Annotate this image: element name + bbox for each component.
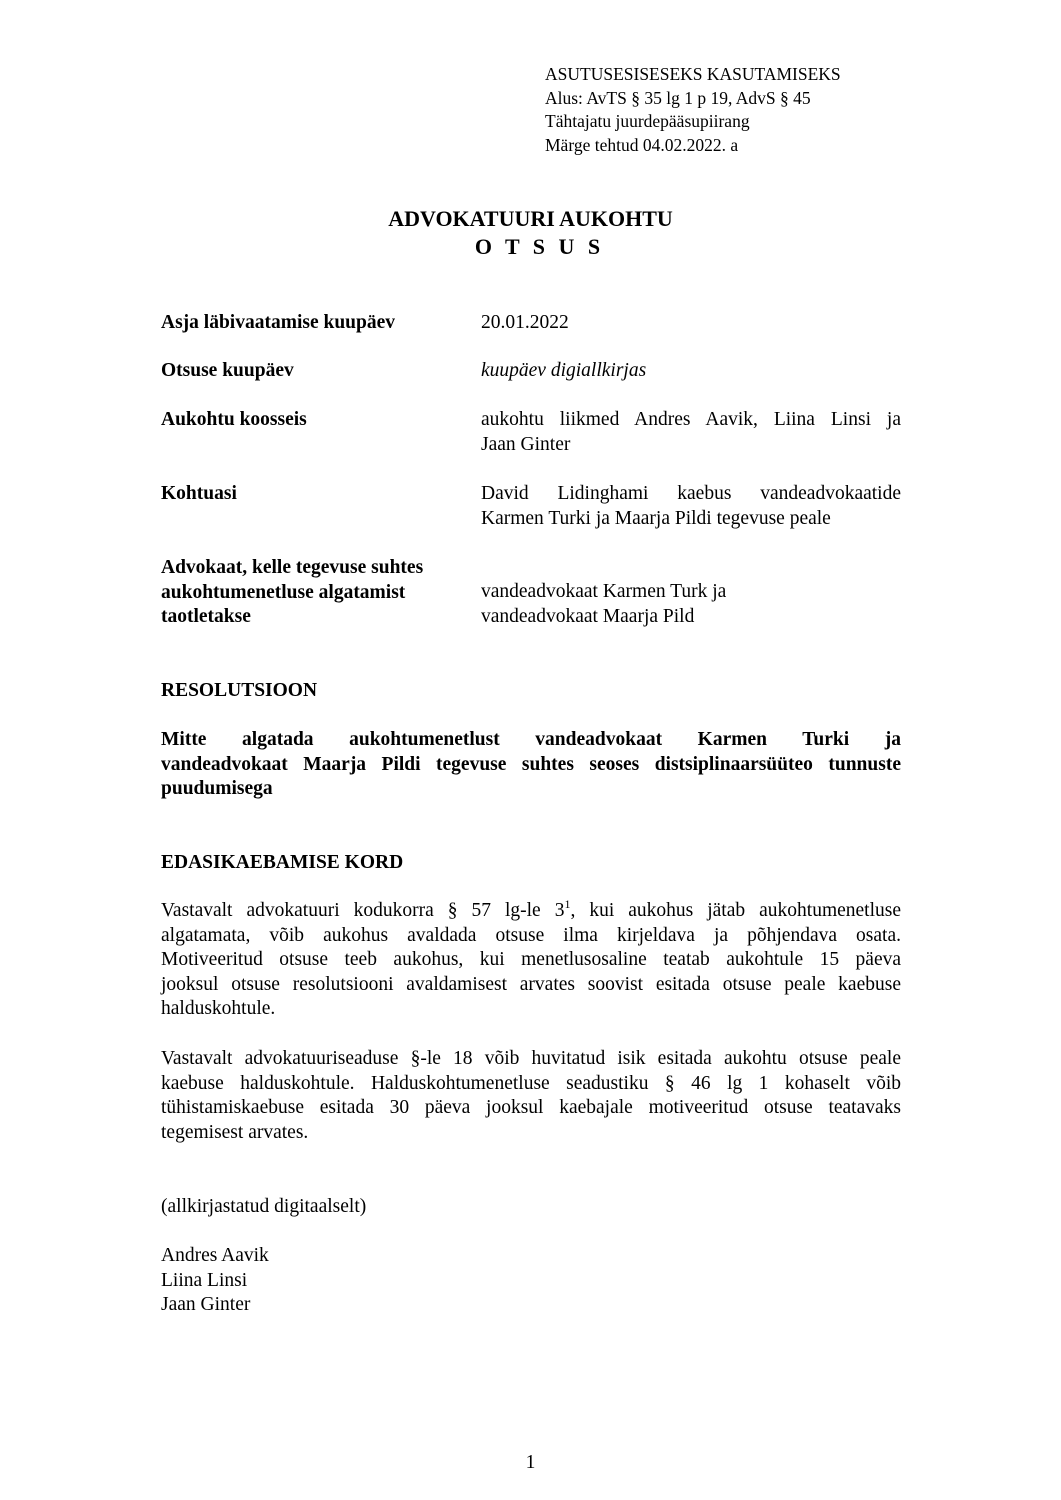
resolution-line: puudumisega	[161, 778, 273, 799]
resolution-heading: RESOLUTSIOON	[161, 680, 318, 701]
appeal-line: Motiveeritud otsuse teeb aukohus, kui menetlusosaline teatab aukohtule 15 päeva	[161, 949, 901, 970]
appeal-line: halduskohtule.	[161, 998, 276, 1019]
appeal-line: kaebuse halduskohtule. Halduskohtumenetluse seadustiku § 46 lg 1 kohaselt võib	[161, 1072, 901, 1094]
info-value: 20.01.2022	[481, 312, 569, 333]
resolution-line: vandeadvokaat Maarja Pildi tegevuse suhtes seoses distsiplinaarsüüteo tunnuste	[161, 753, 901, 775]
info-value-line: David Lidinghami kaebus vandeadvokaatide	[481, 483, 901, 504]
info-label-line: aukohtumenetluse algatamist	[161, 581, 406, 603]
superscript: 1	[564, 896, 571, 911]
restriction-line: ASUTUSESISESEKS KASUTAMISEKS	[545, 64, 841, 84]
signer-name: Jaan Ginter	[161, 1294, 251, 1315]
info-label: Otsuse kuupäev	[161, 360, 294, 381]
resolution-text	[161, 728, 901, 802]
restriction-line: Alus: AvTS § 35 lg 1 p 19, AdvS § 45	[545, 87, 811, 108]
restriction-line: Märge tehtud 04.02.2022. a	[545, 134, 739, 155]
appeal-line-part: , kui aukohus jätab aukohtumenetluse	[570, 900, 902, 921]
info-value-line: Karmen Turki ja Maarja Pildi tegevuse peale	[481, 507, 831, 529]
info-value	[481, 580, 901, 629]
info-value-line: Jaan Ginter	[481, 433, 571, 455]
appeal-line: tühistamiskaebuse esitada 30 päeva jooksul kaebajale motiveeritud otsuse teatavaks	[161, 1097, 901, 1118]
appeal-heading: EDASIKAEBAMISE KORD	[161, 852, 404, 873]
appeal-line: tegemisest arvates.	[161, 1121, 309, 1143]
signer-name: Liina Linsi	[161, 1269, 248, 1291]
appeal-paragraph-2	[161, 1047, 901, 1145]
info-label	[161, 556, 461, 630]
info-label-line: taotletakse	[161, 606, 251, 627]
title-line: O T S U S	[474, 234, 605, 259]
page-number: 1	[525, 1452, 536, 1473]
info-value-line: vandeadvokaat Maarja Pild	[481, 605, 695, 627]
info-value-line: aukohtu liikmed Andres Aavik, Liina Linsi ja	[481, 409, 901, 430]
appeal-line: Vastavalt advokatuuriseaduse §-le 18 võib huvitatud isik esitada aukohtu otsuse peale	[161, 1048, 901, 1069]
resolution-line: Mitte algatada aukohtumenetlust vandeadvokaat Karmen Turki ja	[161, 729, 901, 750]
appeal-line: algatamata, võib aukohus avaldada otsuse ilma kirjeldava ja põhjendava osata.	[161, 924, 901, 946]
info-label: Kohtuasi	[161, 483, 237, 504]
info-value: kuupäev digiallkirjas	[481, 360, 647, 381]
signer-list	[161, 1244, 269, 1318]
info-label: Asja läbivaatamise kuupäev	[161, 312, 396, 333]
document-title	[0, 205, 1061, 261]
appeal-line: jooksul otsuse resolutsiooni avaldamisest arvates soovist esitada otsuse peale kaebuse	[161, 973, 901, 995]
signer-name: Andres Aavik	[161, 1245, 269, 1266]
restriction-line: Tähtajatu juurdepääsupiirang	[545, 111, 750, 131]
info-value	[481, 408, 901, 457]
info-label: Aukohtu koosseis	[161, 409, 307, 430]
access-restriction-notice	[545, 63, 965, 157]
title-line: ADVOKATUURI AUKOHTU	[388, 206, 673, 231]
info-label-line: Advokaat, kelle tegevuse suhtes	[161, 557, 424, 578]
appeal-paragraph-1	[161, 896, 902, 1022]
info-value-line: vandeadvokaat Karmen Turk ja	[481, 581, 727, 602]
appeal-line-part: Vastavalt advokatuuri kodukorra § 57 lg-le 3	[161, 900, 565, 921]
info-value	[481, 482, 901, 531]
digital-signature-note: (allkirjastatud digitaalselt)	[161, 1196, 367, 1217]
appeal-line	[161, 896, 902, 924]
